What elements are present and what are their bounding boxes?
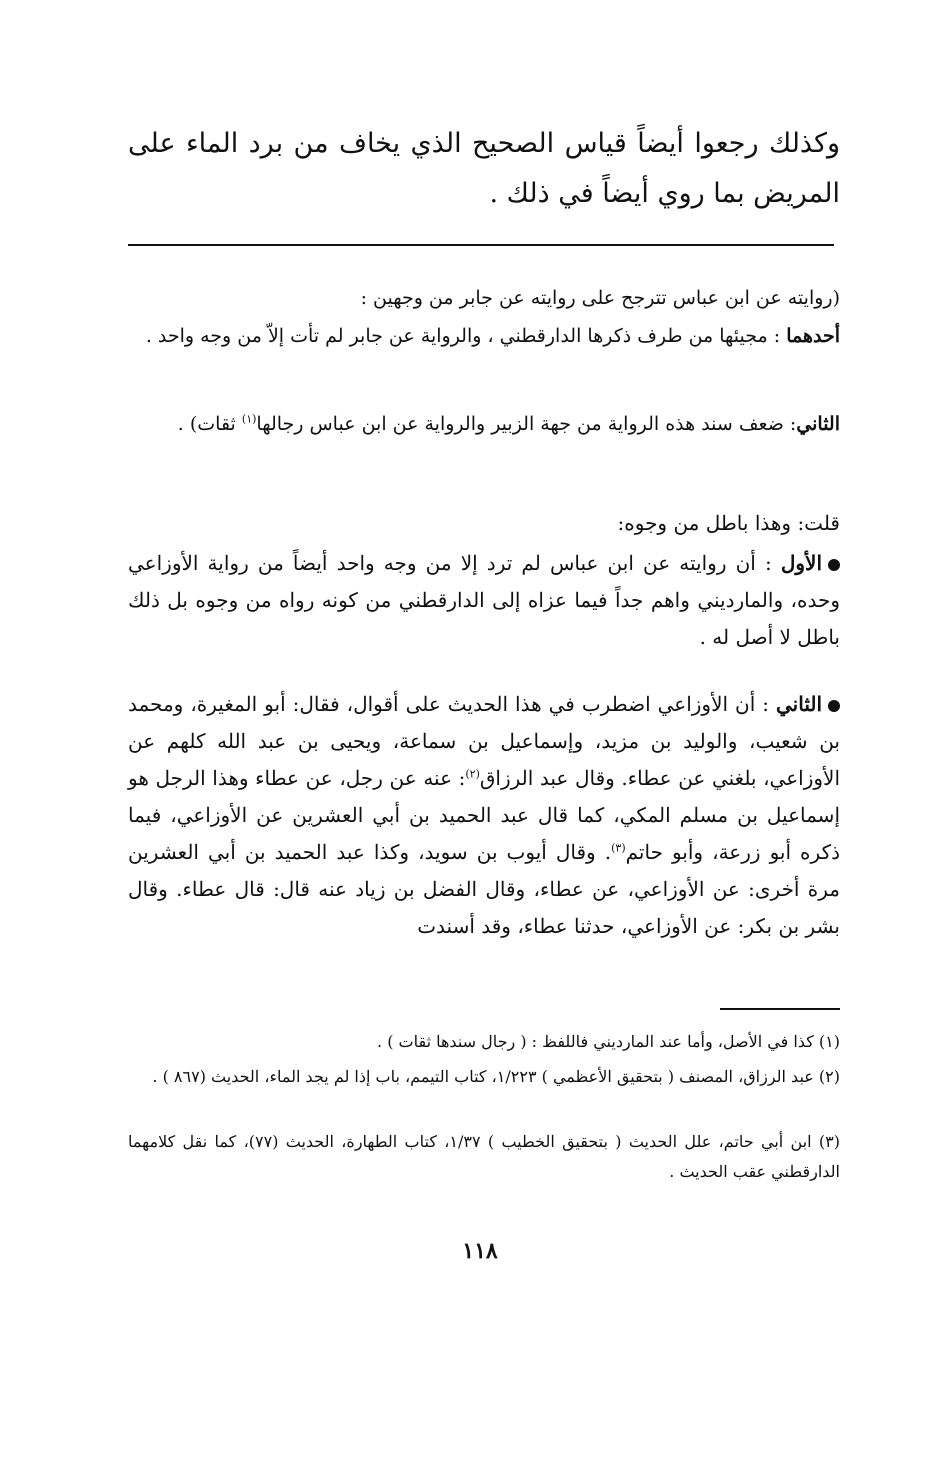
section-first-text: : مجيئها من طرف ذكرها الدارقطني ، والرواية عن جابر لم تأت إلاّ من وجه واحد . (145, 325, 787, 347)
main-intro: قلت: وهذا باطل من وجوه: (617, 511, 840, 535)
main-second-text-b: : عنه عن رجل، عن عطاء وهذا الرجل هو إسماعيل بن مسلم المكي، كما قال عبد الحميد بن أبي العشرين عن الأوزاعي، فيما ذكره أبو زرعة، وأبو حاتم (128, 766, 840, 864)
main-first-label: الأول (780, 551, 822, 575)
footnote-ref-1[interactable]: (١) (241, 412, 257, 426)
bullet-icon (828, 559, 840, 571)
quote-line-2: المريض بما روي أيضاً في ذلك . (489, 178, 840, 209)
bullet-icon (828, 700, 840, 712)
main-second-point (128, 686, 840, 945)
main-second-text-a: : أن الأوزاعي اضطرب في هذا الحديث على أقوال، فقال: أبو المغيرة، ومحمد بن شعيب، والوليد بن مزيد، وإسماعيل بن سماعة، ويحيى بن عبد الله كلهم عن الأوزاعي، بلغني عن عطاء. وقال عبد الرزاق (128, 692, 841, 790)
footnote-1: (١) كذا في الأصل، وأما عند المارديني فاللفظ : ( رجال سندها ثقات ) . (377, 1032, 840, 1051)
footnote-3: (٣) ابن أبي حاتم، علل الحديث ( بتحقيق الخطيب ) ١/٣٧، كتاب الطهارة، الحديث (٧٧)، كما نقل كلامهما الدارقطني عقب الحديث . (128, 1132, 841, 1181)
section-second-end: ثقات) . (177, 413, 242, 435)
footnote-divider (720, 1008, 840, 1010)
main-second-label: الثاني (775, 692, 822, 716)
footnote-ref-3[interactable]: (٣) (611, 841, 626, 855)
section-divider (128, 244, 834, 246)
section-second-point (128, 406, 840, 442)
page-number: ١١٨ (462, 1238, 498, 1264)
main-first-text: : أن روايته عن ابن عباس لم ترد إلا من وجه واحد أيضاً من رواية الأوزاعي وحده، والمارديني واهم جداً فيما عزاه إلى الدارقطني من كونه رواه من وجوه بل ذلك باطل لا أصل له . (128, 551, 840, 649)
section-second-label: الثاني (796, 413, 840, 435)
main-first-point (128, 545, 840, 656)
section-first-point (128, 318, 840, 354)
section-intro: (روايته عن ابن عباس تترجح على روايته عن جابر من وجهين : (360, 287, 840, 309)
footnote-ref-2[interactable]: (٢) (465, 767, 480, 781)
main-second-text-c: . وقال أيوب بن سويد، وكذا عبد الحميد بن أبي العشرين مرة أخرى: عن الأوزاعي، عن عطاء، وقال الفضل بن زياد عنه قال: قال عطاء. وقال بشر بن بكر: عن الأوزاعي، حدثنا عطاء، وقد أسندت (128, 840, 840, 938)
footnote-2: (٢) عبد الرزاق، المصنف ( بتحقيق الأعظمي ) ١/٢٢٣، كتاب التيمم، باب إذا لم يجد الماء، الحديث (٨٦٧ ) . (152, 1067, 840, 1086)
quote-line-1: وكذلك رجعوا أيضاً قياس الصحيح الذي يخاف من برد الماء على (128, 128, 840, 159)
section-first-label: أحدهما (786, 325, 840, 347)
section-second-text: : ضعف سند هذه الرواية من جهة الزبير والرواية عن ابن عباس رجالها (256, 413, 797, 435)
